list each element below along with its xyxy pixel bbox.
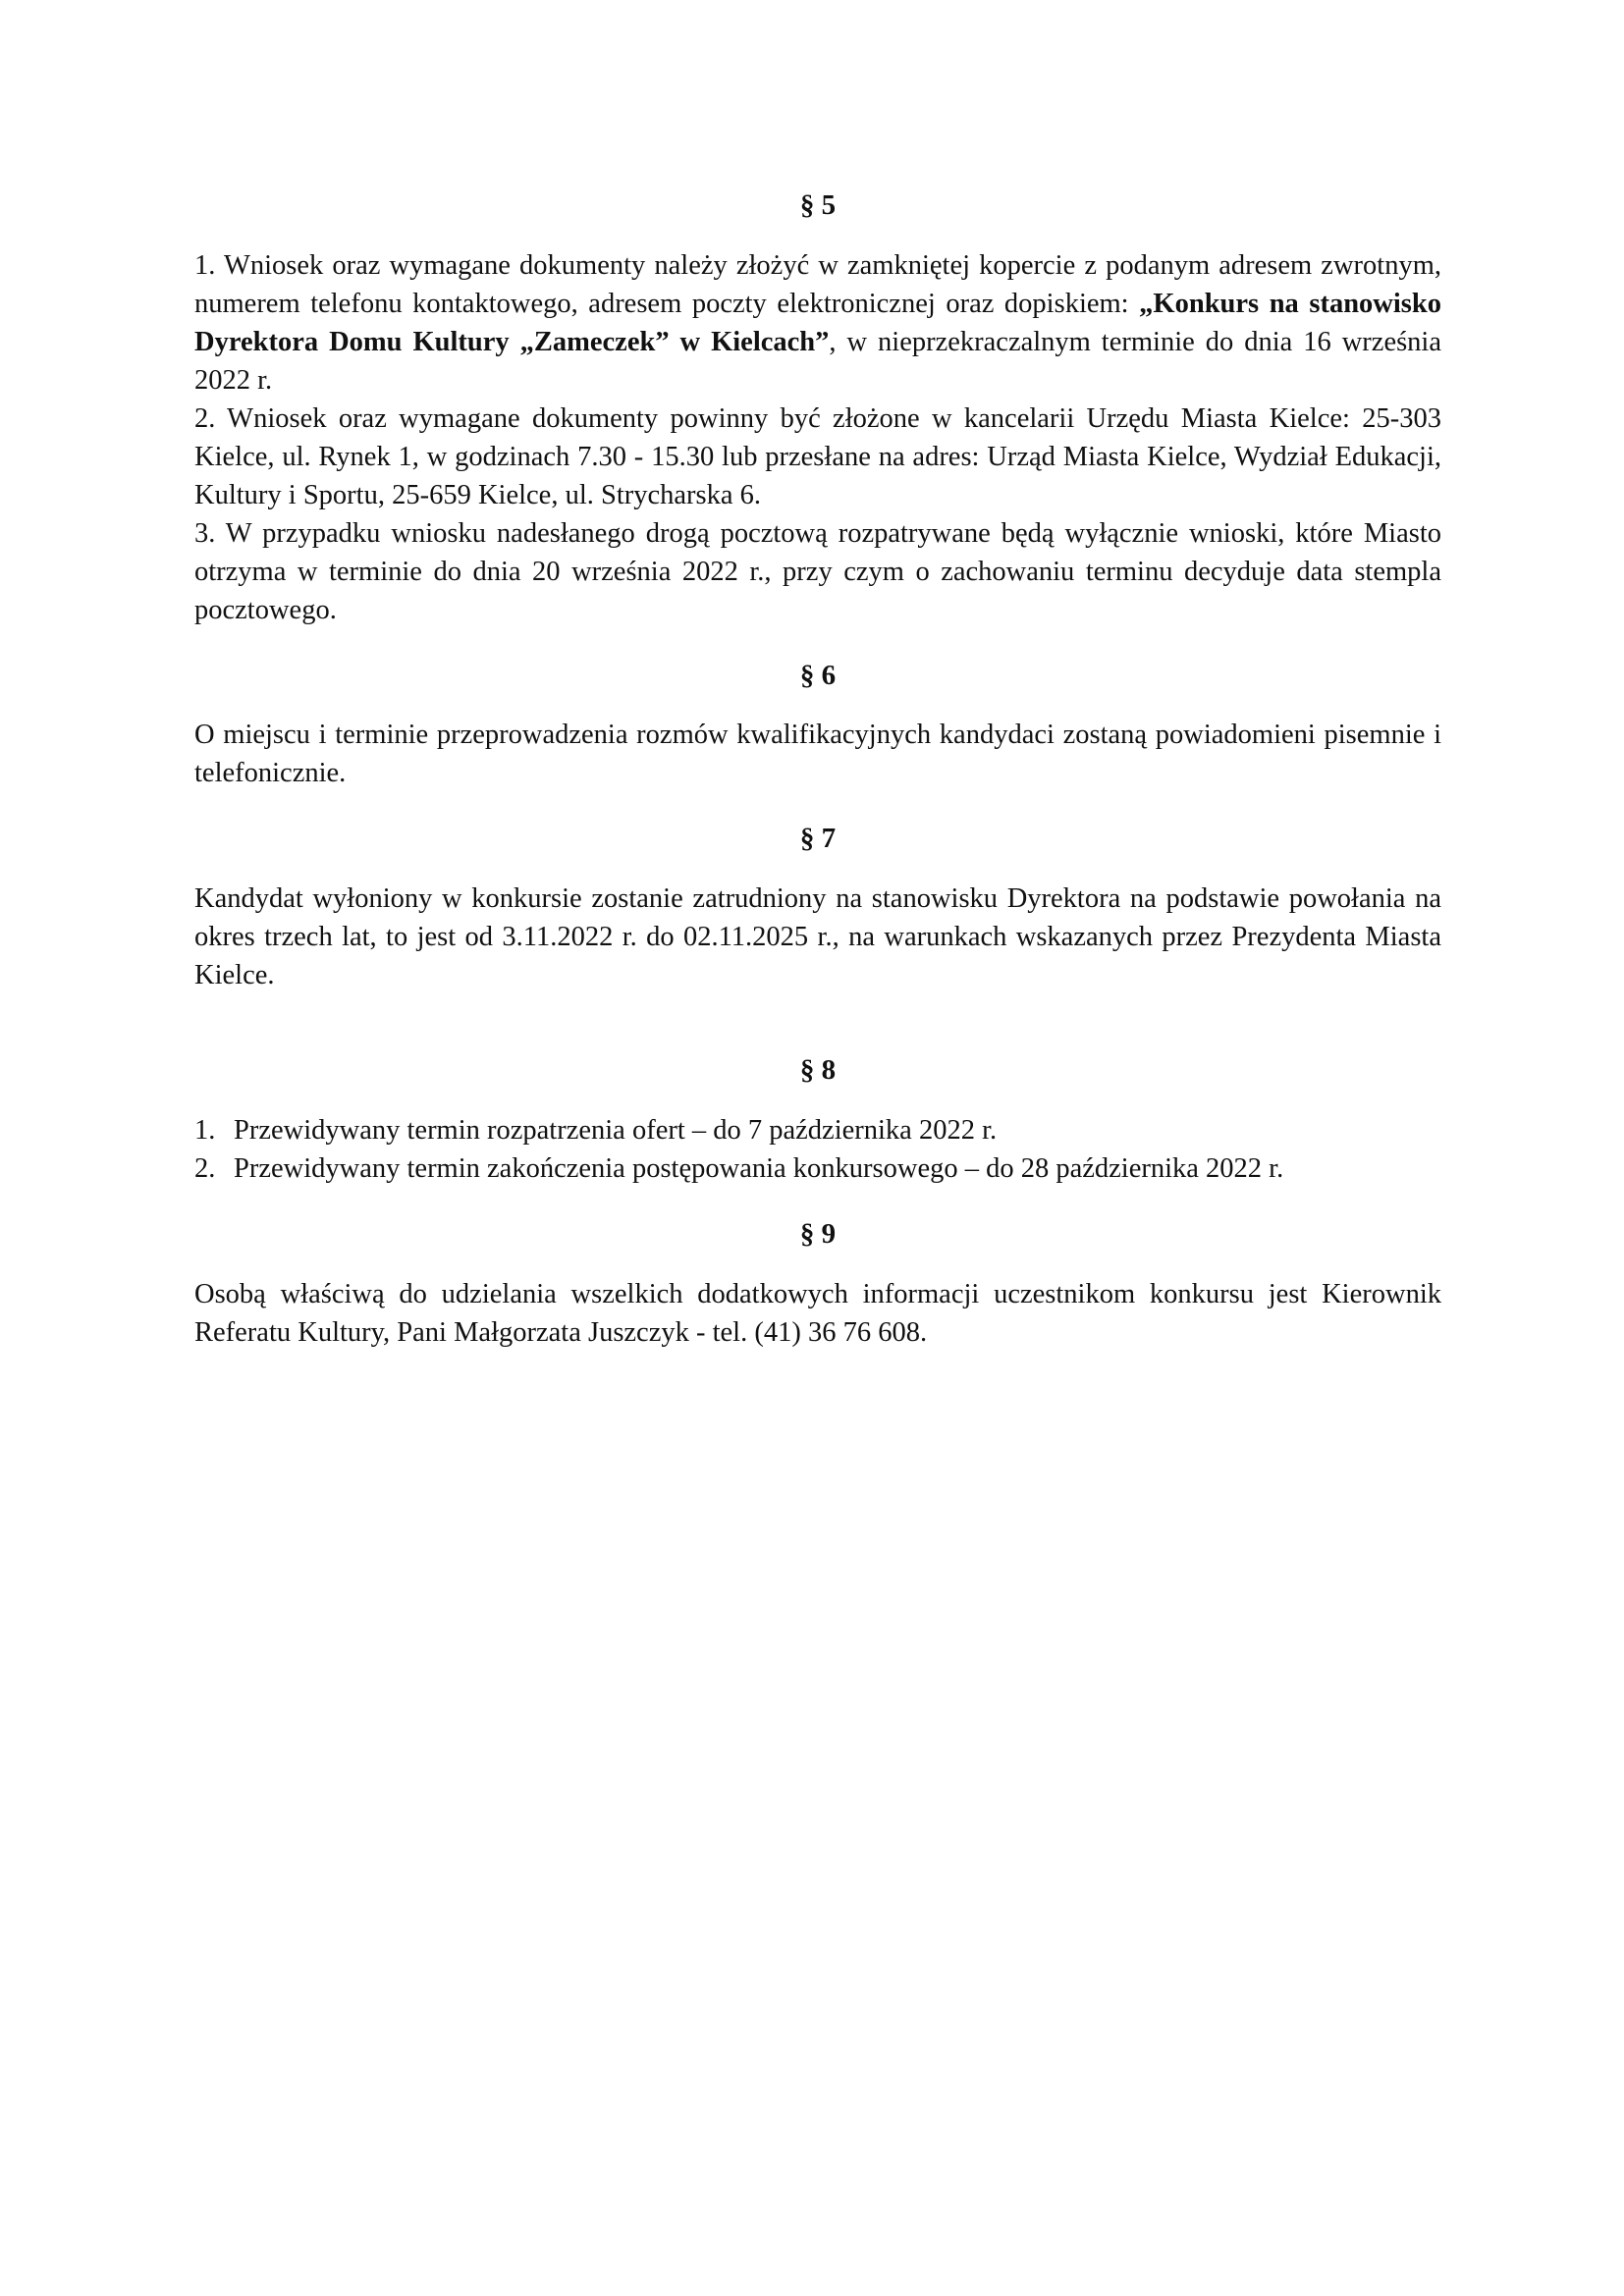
section-8-list: [194, 1111, 1441, 1188]
section-9-paragraph: Osobą właściwą do udzielania wszelkich dodatkowych informacji uczestnikom konkursu jest Kierownik Referatu Kultury, Pani Małgorzata Juszczyk - tel. (41) 36 76 608.: [194, 1279, 1441, 1348]
section-heading-8: § 8: [799, 1054, 837, 1086]
section-7-paragraph: Kandydat wyłoniony w konkursie zostanie zatrudniony na stanowisku Dyrektora na podstawie powołania na okres trzech lat, to jest od 3.11.2022 r. do 02.11.2025 r., na warunkach wskazanych przez Prezydenta Miasta Kielce.: [194, 883, 1441, 990]
section-5-paragraph-1-text-b: , w nieprzekraczalnym terminie do dnia 16 września 2022 r.: [194, 327, 1441, 396]
section-heading-5: § 5: [799, 189, 837, 221]
document-page: [194, 187, 1441, 1352]
section-5-paragraph-1-text-a: 1. Wniosek oraz wymagane dokumenty należy złożyć w zamkniętej kopercie z podanym adresem zwrotnym, numerem telefonu kontaktowego, adresem poczty elektronicznej oraz dopiskiem:: [194, 250, 1441, 319]
list-item: [194, 1149, 1441, 1188]
section-heading-9: § 9: [799, 1218, 837, 1250]
list-item-text: Przewidywany termin zakończenia postępowania konkursowego – do 28 października 2022 r.: [234, 1153, 1284, 1184]
section-5-paragraph-3: 3. W przypadku wniosku nadesłanego drogą pocztową rozpatrywane będą wyłącznie wnioski, które Miasto otrzyma w terminie do dnia 20 września 2022 r., przy czym o zachowaniu terminu decyduje data stempla pocztowego.: [194, 518, 1441, 625]
section-heading-6: § 6: [799, 660, 837, 691]
list-item: [194, 1111, 1441, 1149]
section-5-paragraph-2: 2. Wniosek oraz wymagane dokumenty powinny być złożone w kancelarii Urzędu Miasta Kielce: 25-303 Kielce, ul. Rynek 1, w godzinach 7.30 - 15.30 lub przesłane na adres: Urząd Miasta Kielce, Wydział Edukacji, Kultury i Sportu, 25-659 Kielce, ul. Strycharska 6.: [194, 403, 1441, 510]
list-item-text: Przewidywany termin rozpatrzenia ofert – do 7 października 2022 r.: [234, 1115, 998, 1146]
section-heading-7: § 7: [799, 823, 837, 854]
section-5-paragraph-1: [194, 246, 1441, 400]
section-6-paragraph: O miejscu i terminie przeprowadzenia rozmów kwalifikacyjnych kandydaci zostaną powiadomieni pisemnie i telefonicznie.: [194, 720, 1441, 788]
list-item-number: 2.: [194, 1153, 216, 1184]
list-item-number: 1.: [194, 1115, 216, 1146]
section-5-competition-title: „Konkurs na stanowisko Dyrektora Domu Kultury „Zameczek” w Kielcach”: [194, 289, 1441, 357]
